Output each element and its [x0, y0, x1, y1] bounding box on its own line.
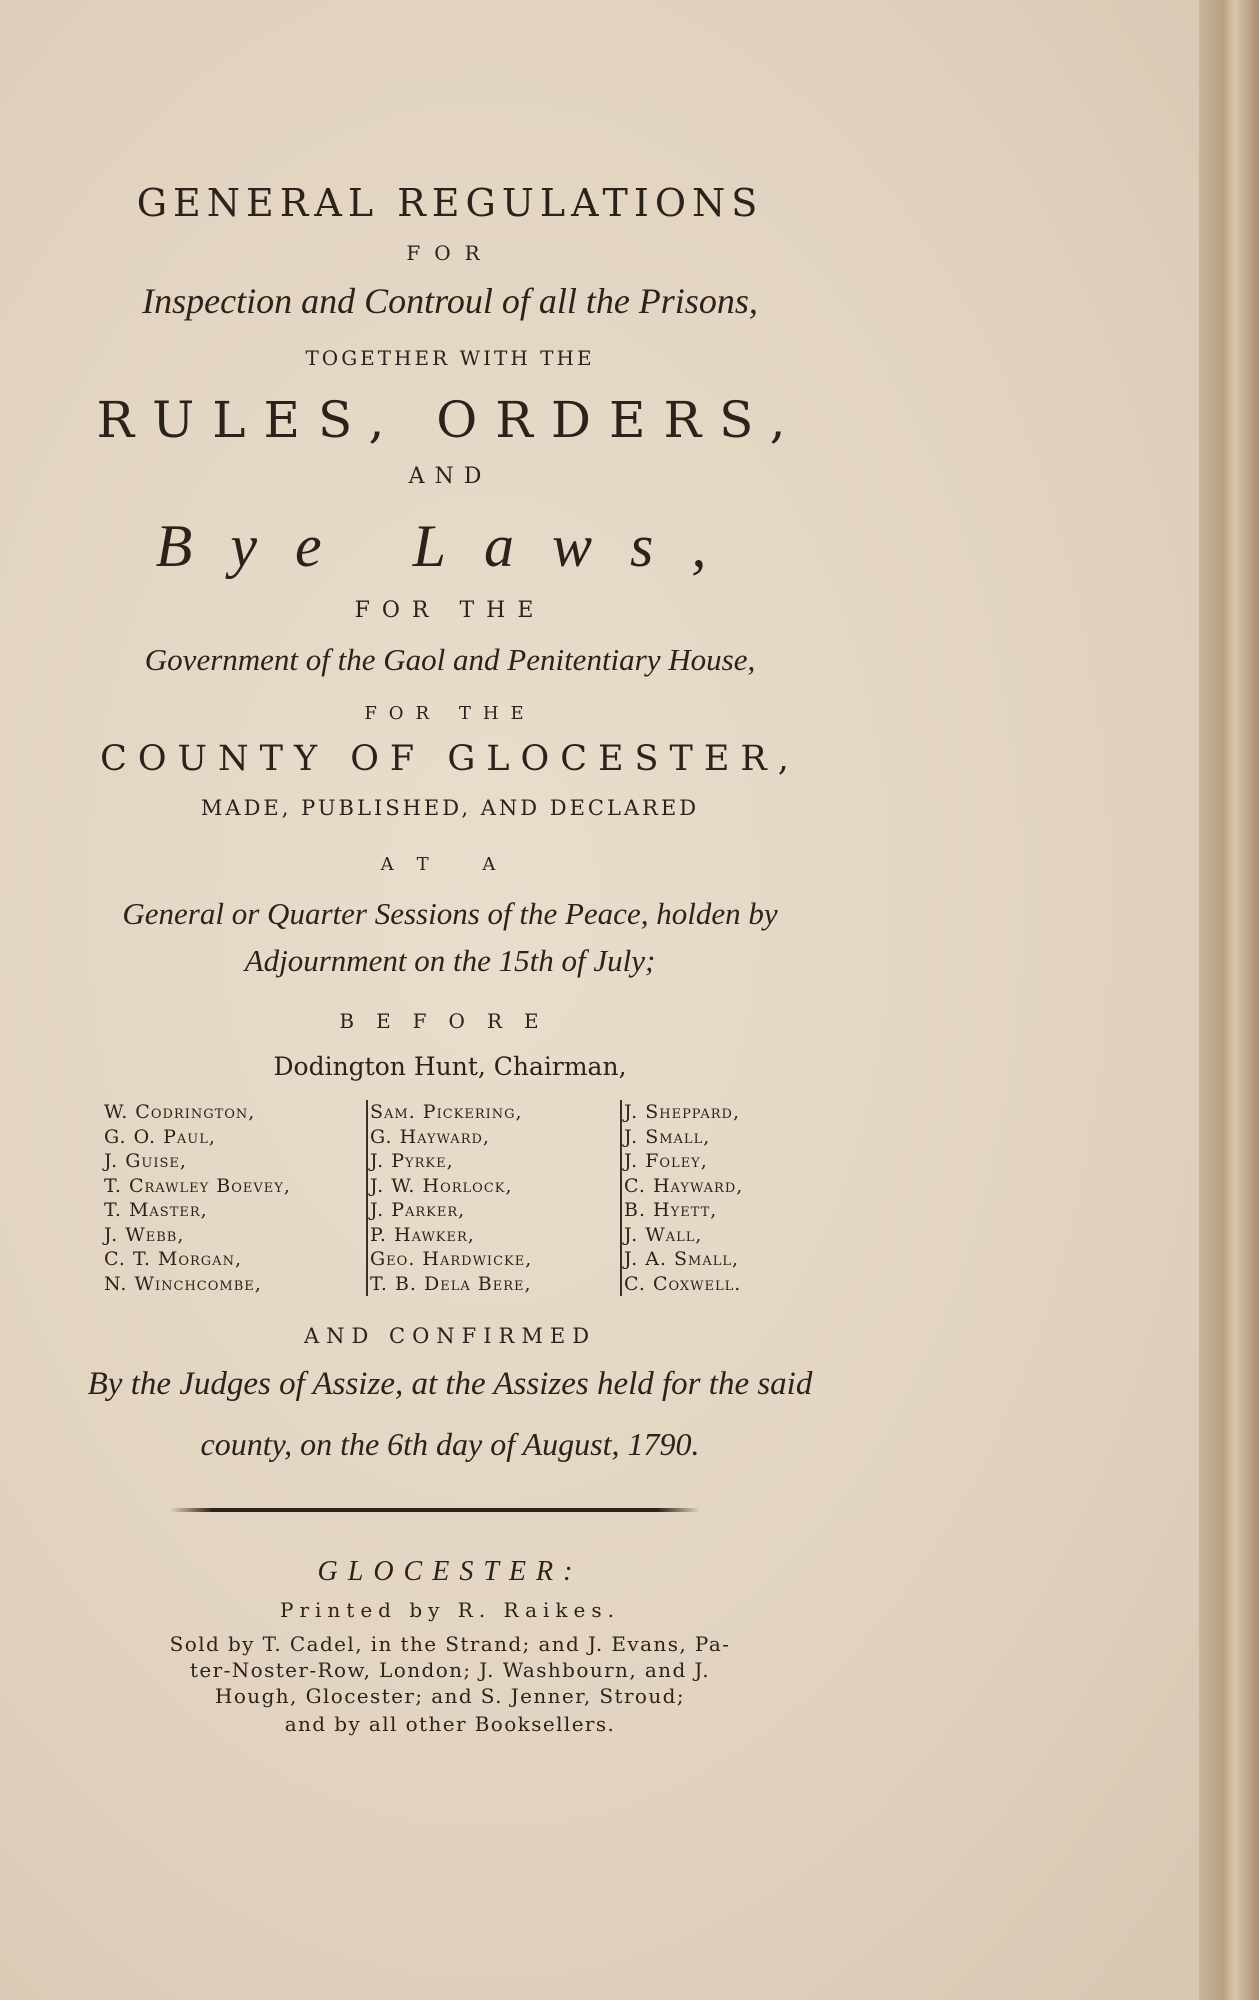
judges-line-2: county, on the 6th day of August, 1790. — [200, 1426, 700, 1462]
justice-name: T. Crawley Boevey, — [104, 1174, 291, 1197]
justice-name: J. Guise, — [104, 1150, 187, 1172]
justice-name: C. T. Morgan, — [104, 1248, 242, 1270]
bye-laws-heading: Bye Laws, — [155, 513, 745, 579]
justice-name: G. Hayward, — [370, 1125, 490, 1148]
together-line: TOGETHER WITH THE — [305, 346, 595, 370]
page-edge — [1199, 0, 1259, 2000]
before-line: BEFORE — [339, 1009, 561, 1033]
justice-name: T. B. Dela Bere, — [370, 1272, 532, 1295]
rules-orders-heading: RULES, ORDERS, — [96, 391, 804, 449]
justice-name: B. Hyett, — [624, 1199, 718, 1221]
for-the-line-2: FOR THE — [364, 703, 536, 724]
imprint-sold-line-2: ter-Noster-Row, London; J. Washbourn, and J. — [189, 1658, 711, 1682]
at-a-line: AT A — [380, 854, 520, 875]
judges-line-1: By the Judges of Assize, at the Assizes held for the said — [87, 1366, 813, 1402]
justice-name: J. Foley, — [624, 1150, 708, 1172]
made-published-line: MADE, PUBLISHED, AND DECLARED — [200, 796, 700, 820]
justice-name: P. Hawker, — [370, 1223, 475, 1246]
chairman-line: Dodington Hunt, Chairman, — [273, 1052, 627, 1081]
justice-name: J. Sheppard, — [624, 1101, 741, 1123]
justice-name: J. A. Small, — [624, 1248, 740, 1270]
imprint-sold-line-3: Hough, Glocester; and S. Jenner, Stroud; — [215, 1684, 685, 1708]
divider-rule — [170, 1508, 700, 1512]
justice-name: G. O. Paul, — [104, 1125, 216, 1148]
justice-name: T. Master, — [104, 1199, 208, 1221]
justices-column-3 — [620, 1100, 743, 1296]
justice-name: Sam. Pickering, — [370, 1101, 523, 1123]
and-line: AND — [408, 464, 492, 489]
justices-column-2 — [366, 1100, 532, 1296]
imprint-place: GLOCESTER: — [317, 1556, 583, 1587]
justice-name: J. Webb, — [104, 1223, 185, 1246]
sessions-line: General or Quarter Sessions of the Peace, holden by — [122, 896, 778, 931]
county-heading: COUNTY OF GLOCESTER, — [100, 739, 800, 779]
justices-column-1 — [104, 1100, 291, 1296]
justice-name: W. Codrington, — [104, 1101, 256, 1123]
justice-name: J. Small, — [624, 1125, 711, 1148]
justice-name: J. Wall, — [624, 1223, 703, 1246]
imprint-sold-line-4: and by all other Booksellers. — [284, 1712, 616, 1736]
inspection-line: Inspection and Controul of all the Prisons, — [142, 281, 758, 321]
justice-name: J. W. Horlock, — [370, 1174, 513, 1197]
justice-name: J. Pyrke, — [370, 1150, 454, 1172]
main-title: GENERAL REGULATIONS — [136, 181, 764, 225]
for-line: FOR — [406, 241, 494, 265]
imprint-sold-line-1: Sold by T. Cadel, in the Strand; and J. Evans, Pa- — [169, 1632, 731, 1656]
justice-name: Geo. Hardwicke, — [370, 1248, 533, 1270]
for-the-line: FOR THE — [354, 598, 546, 623]
adjournment-line: Adjournment on the 15th of July; — [244, 943, 656, 978]
government-line: Government of the Gaol and Penitentiary House, — [144, 642, 756, 677]
justice-name: N. Winchcombe, — [104, 1272, 262, 1295]
justice-name: C. Hayward, — [624, 1174, 744, 1197]
and-confirmed-line: AND CONFIRMED — [303, 1324, 597, 1348]
justice-name: J. Parker, — [370, 1199, 466, 1221]
imprint-printer: Printed by R. Raikes. — [280, 1598, 620, 1622]
justice-name: C. Coxwell. — [624, 1272, 742, 1295]
